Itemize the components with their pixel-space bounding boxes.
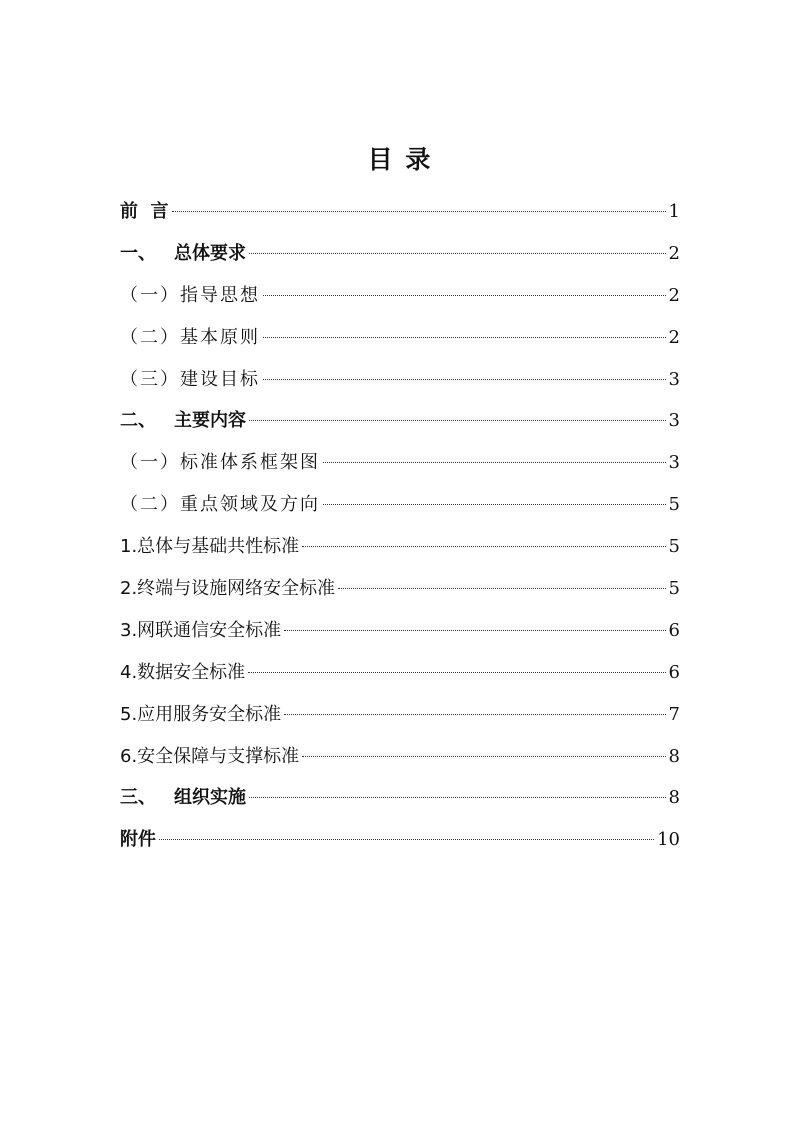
toc-entry-text: 4.数据安全标准 [120,661,246,683]
toc-entry[interactable] [120,571,680,613]
toc-entry-text: （一）指导思想 [120,284,260,306]
toc-title: 目 录 [367,145,433,174]
toc-entry-label [120,780,246,816]
toc-entry[interactable] [120,655,680,697]
dot-leader [323,462,666,463]
toc-entry-text: 3.网联通信安全标准 [120,619,282,641]
toc-entry[interactable] [120,236,680,278]
toc-entry-text: 5.应用服务安全标准 [120,703,282,725]
dot-leader [323,504,666,505]
toc-entry[interactable] [120,403,680,445]
toc-entry-number: 三、 [120,787,156,809]
toc-entry[interactable] [120,739,680,781]
dot-leader [263,379,666,380]
dot-leader [302,756,665,757]
toc-entry-text: 2.终端与设施网络安全标准 [120,578,336,600]
toc-entry-text: 6.安全保障与支撑标准 [120,745,300,767]
toc-entry-text: 附件 [120,829,156,851]
dot-leader [249,797,666,798]
toc-entry-text: 前 言 [120,201,169,222]
dot-leader [248,672,665,673]
dot-leader [302,546,665,547]
toc-page-number: 2 [668,284,680,306]
dot-leader [263,295,666,296]
toc-entry-text: 组织实施 [174,787,246,809]
toc-entry[interactable] [120,194,680,236]
toc-page-number: 8 [668,787,680,809]
toc-page-number: 5 [668,536,680,558]
toc-entry[interactable] [120,822,680,864]
toc-entry[interactable] [120,613,680,655]
toc-entry-text: （二）基本原则 [120,326,260,348]
toc-entry[interactable] [120,278,680,320]
toc-page-number: 3 [668,452,680,474]
toc-page-number: 2 [668,242,680,264]
toc-entry[interactable] [120,529,680,571]
toc-page-number: 5 [668,494,680,516]
dot-leader [284,630,665,631]
table-of-contents [120,194,680,864]
toc-entry[interactable] [120,697,680,739]
toc-page-number: 6 [668,619,680,641]
toc-entry[interactable] [120,362,680,404]
toc-page-number: 6 [668,661,680,683]
toc-entry-number: 二、 [120,410,156,432]
toc-page-number: 5 [668,578,680,600]
dot-leader [159,839,654,840]
toc-entry-label [120,194,169,230]
toc-page-number: 2 [668,326,680,348]
toc-page-number: 3 [668,410,680,432]
toc-entry-text: （二）重点领域及方向 [120,494,320,516]
toc-entry-text: （三）建设目标 [120,368,260,390]
toc-entry[interactable] [120,487,680,529]
toc-page-number: 7 [668,703,680,725]
toc-entry-text: 主要内容 [174,410,246,432]
toc-entry[interactable] [120,780,680,822]
toc-entry-label [120,403,246,439]
toc-page-number: 8 [668,745,680,767]
toc-page-number: 1 [668,201,680,222]
toc-entry-text: 总体要求 [174,242,246,264]
dot-leader [172,211,666,212]
dot-leader [249,420,666,421]
toc-entry-text: （一）标准体系框架图 [120,452,320,474]
dot-leader [338,588,665,589]
toc-entry[interactable] [120,320,680,362]
dot-leader [249,253,666,254]
dot-leader [284,714,665,715]
toc-page-number: 10 [657,829,680,851]
toc-page-number: 3 [668,368,680,390]
dot-leader [263,337,666,338]
toc-entry[interactable] [120,445,680,487]
toc-entry-label [120,236,246,272]
toc-entry-number: 一、 [120,242,156,264]
toc-entry-text: 1.总体与基础共性标准 [120,536,300,558]
